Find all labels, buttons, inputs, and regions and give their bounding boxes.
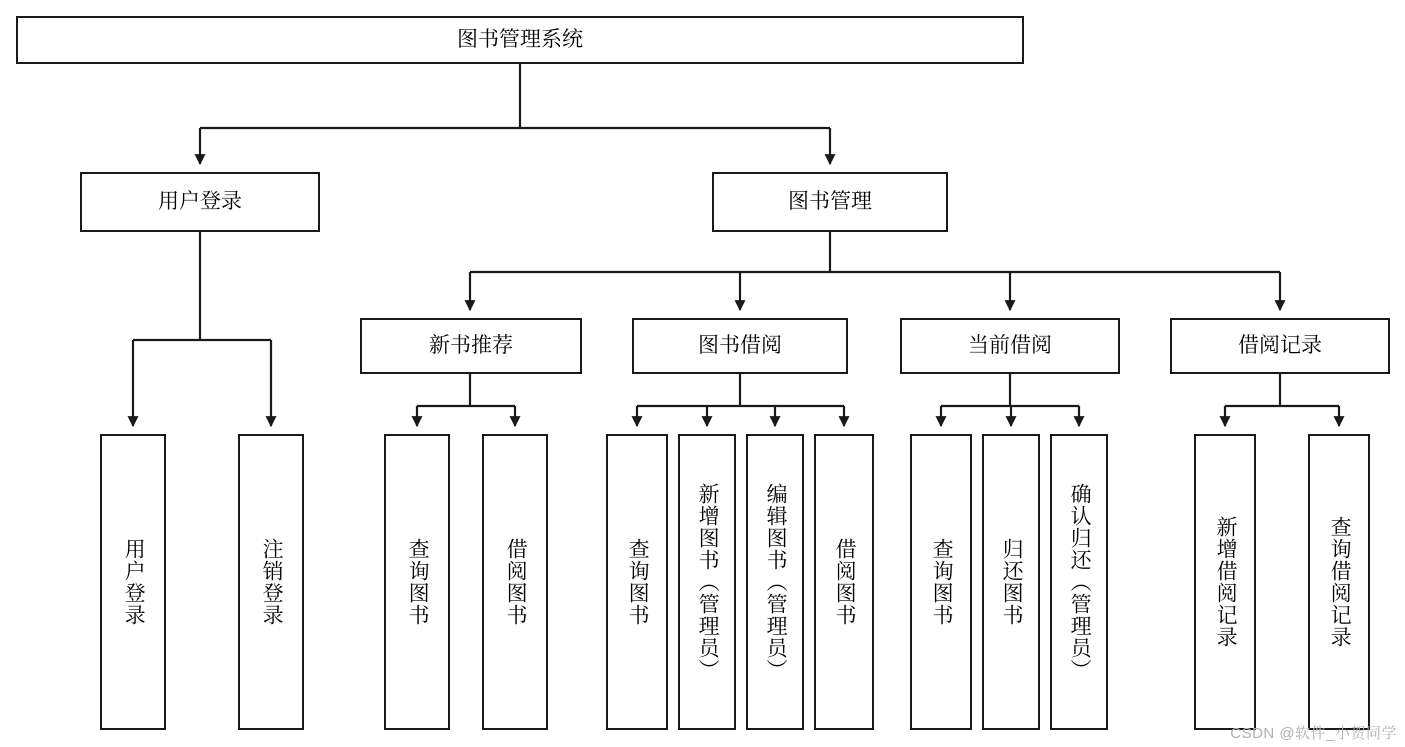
node-leaf-confirm-return[interactable] — [1050, 434, 1108, 730]
node-book-borrow[interactable] — [632, 318, 848, 374]
node-leaf-user-login-label: 用户登录 — [122, 538, 146, 626]
node-leaf-query-record-label: 查询借阅记录 — [1328, 516, 1352, 648]
node-current-borrow[interactable] — [900, 318, 1120, 374]
node-leaf-add-record[interactable] — [1194, 434, 1256, 730]
node-leaf-logout[interactable] — [238, 434, 304, 730]
node-book-manage-label: 图书管理 — [788, 189, 872, 213]
node-leaf-edit-book-label: 编辑图书（管理员） — [764, 483, 788, 681]
node-leaf-add-record-label: 新增借阅记录 — [1214, 516, 1238, 648]
node-book-manage[interactable] — [712, 172, 948, 232]
watermark: CSDN @软件_小贺同学 — [1230, 725, 1397, 742]
node-leaf-return-book-label: 归还图书 — [1000, 538, 1024, 626]
node-leaf-confirm-return-label: 确认归还（管理员） — [1068, 483, 1092, 681]
node-leaf-query-book-1-label: 查询图书 — [406, 538, 430, 626]
node-leaf-borrow-book-2[interactable] — [814, 434, 874, 730]
node-leaf-edit-book[interactable] — [746, 434, 804, 730]
node-current-borrow-label: 当前借阅 — [968, 333, 1052, 357]
node-leaf-add-book[interactable] — [678, 434, 736, 730]
node-leaf-logout-label: 注销登录 — [260, 538, 284, 626]
node-book-borrow-label: 图书借阅 — [698, 333, 782, 357]
node-leaf-return-book[interactable] — [982, 434, 1040, 730]
node-borrow-record[interactable] — [1170, 318, 1390, 374]
node-leaf-query-book-3-label: 查询图书 — [930, 538, 954, 626]
node-leaf-borrow-book-1[interactable] — [482, 434, 548, 730]
node-leaf-borrow-book-1-label: 借阅图书 — [504, 538, 528, 626]
node-new-book-recommend[interactable] — [360, 318, 582, 374]
node-leaf-query-book-1[interactable] — [384, 434, 450, 730]
node-leaf-query-record[interactable] — [1308, 434, 1370, 730]
node-leaf-query-book-2[interactable] — [606, 434, 668, 730]
node-borrow-record-label: 借阅记录 — [1238, 333, 1322, 357]
node-root-label: 图书管理系统 — [457, 27, 583, 51]
node-root[interactable] — [16, 16, 1024, 64]
node-user-login[interactable] — [80, 172, 320, 232]
node-leaf-query-book-2-label: 查询图书 — [626, 538, 650, 626]
node-leaf-borrow-book-2-label: 借阅图书 — [833, 538, 857, 626]
node-new-book-recommend-label: 新书推荐 — [429, 333, 513, 357]
node-user-login-label: 用户登录 — [158, 189, 242, 213]
node-leaf-user-login[interactable] — [100, 434, 166, 730]
node-leaf-query-book-3[interactable] — [910, 434, 972, 730]
node-leaf-add-book-label: 新增图书（管理员） — [696, 483, 720, 681]
